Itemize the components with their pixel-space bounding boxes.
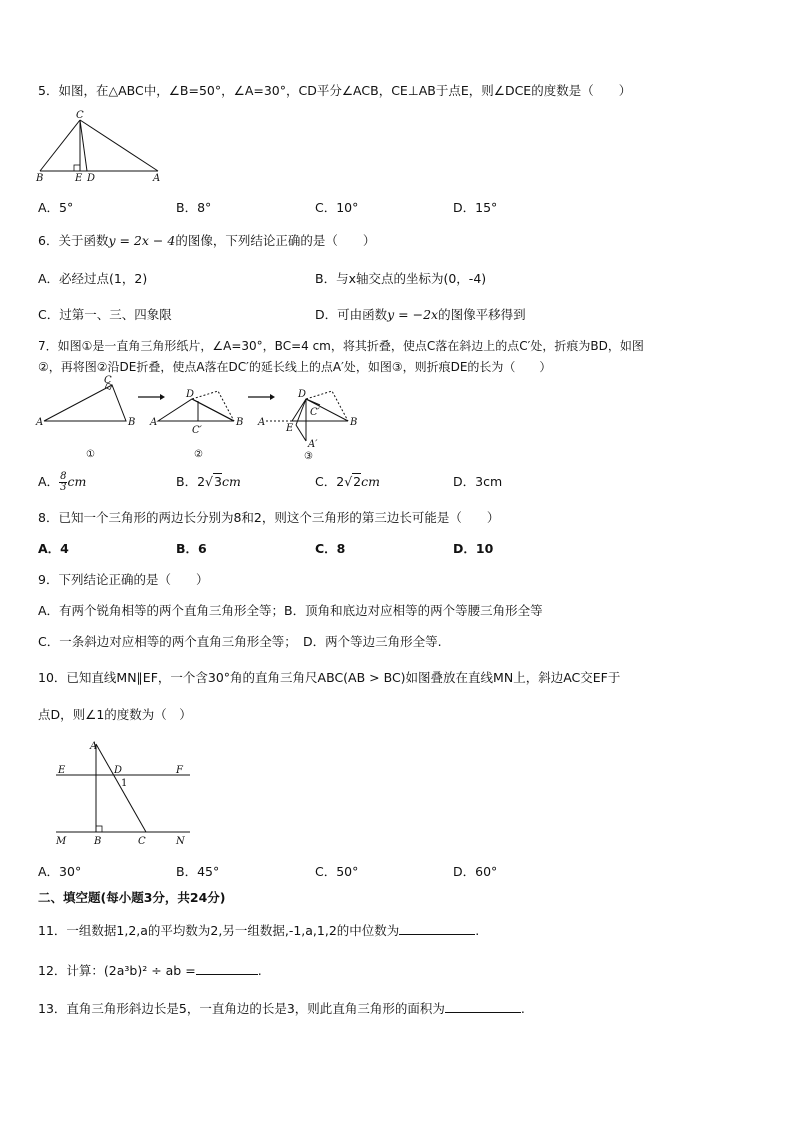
q7-fig3-label-cp: C′ xyxy=(310,407,320,418)
q10-label-1: 1 xyxy=(121,778,128,789)
q9-stem: 9．下列结论正确的是（ ） xyxy=(38,572,209,587)
q9-options-line2: C．一条斜边对应相等的两个直角三角形全等； D．两个等边三角形全等. xyxy=(38,634,442,649)
q6-stem xyxy=(38,233,375,249)
q7-option-b-pre: B．2 xyxy=(176,474,206,489)
q10-label-d: D xyxy=(114,765,123,776)
q7-option-c-unit: cm xyxy=(361,474,380,489)
q12-answer-blank[interactable] xyxy=(196,962,258,975)
q7-option-a xyxy=(38,472,86,493)
q10-stem-line1: 10．已知直线MN∥EF，一个含30°角的直角三角尺ABC(AB > BC)如图叠放在直线MN上，斜边AC交EF于 xyxy=(38,670,621,685)
q10-option-b: B．45° xyxy=(176,864,220,879)
q13-text: 13．直角三角形斜边长是5，一直角边的长是3，则此直角三角形的面积为 xyxy=(38,1001,445,1016)
q8-option-b: B．6 xyxy=(176,541,207,556)
q7-fig2-label-cp: C′ xyxy=(192,425,202,436)
q7-fig3-label-a: A xyxy=(258,417,266,428)
q5-option-d: D．15° xyxy=(453,200,498,215)
q7-option-a-pre: A． xyxy=(38,474,60,489)
q7-fig2-label-a: A xyxy=(150,417,158,428)
q7-fig-num-1: ① xyxy=(86,449,95,460)
q7-fig1-label-b: B xyxy=(128,417,136,428)
q10-stem-line2: 点D，则∠1的度数为（ ） xyxy=(38,707,192,722)
q5-label-a: A xyxy=(153,173,161,184)
q5-stem: 5．如图，在△ABC中，∠B=50°，∠A=30°，CD平分∠ACB，CE⊥AB于点E，则∠DCE的度数是（ ） xyxy=(38,83,632,98)
q8-stem: 8．已知一个三角形的两边长分别为8和2，则这个三角形的第三边长可能是（ ） xyxy=(38,510,500,525)
q10-label-b: B xyxy=(94,836,102,847)
q7-option-b xyxy=(176,474,241,490)
q10-option-d: D．60° xyxy=(453,864,498,879)
q11-end: . xyxy=(475,923,480,938)
q7-option-b-radicand: 3 xyxy=(214,474,222,489)
q6-stem-formula: y = 2x − 4 xyxy=(108,233,176,248)
q7-fig3-label-d: D xyxy=(298,389,307,400)
q10-option-a: A．30° xyxy=(38,864,82,879)
q5-figure xyxy=(34,108,164,184)
q6-stem-pre: 6．关于函数 xyxy=(38,233,109,248)
q10-label-a: A xyxy=(90,741,98,752)
q13 xyxy=(38,1000,525,1017)
q7-stem-line2: ②，再将图②沿DE折叠，使点A落在DC′的延长线上的点A′处，如图③，则折痕DE的长为（ ） xyxy=(38,360,552,374)
q7-figure xyxy=(34,373,364,461)
q7-stem-line1: 7．如图①是一直角三角形纸片，∠A=30°，BC=4 cm，将其折叠，使点C落在斜边上的点C′处，折痕为BD，如图 xyxy=(38,339,644,353)
q13-end: . xyxy=(520,1001,525,1016)
q5-option-a: A．5° xyxy=(38,200,74,215)
q11-answer-blank[interactable] xyxy=(399,922,475,935)
q12-text: 12．计算：(2a³b)² ÷ ab = xyxy=(38,963,196,978)
q6-option-d-formula: y = −2x xyxy=(387,307,439,322)
q10-label-e: E xyxy=(58,765,66,776)
q12 xyxy=(38,962,262,979)
q7-fig3-label-ap: A′ xyxy=(308,439,318,450)
q6-option-d-pre: D．可由函数 xyxy=(315,307,388,322)
q11 xyxy=(38,922,479,939)
q8-option-d: D．10 xyxy=(453,541,494,556)
q6-option-b: B．与x轴交点的坐标为(0，-4) xyxy=(315,271,487,286)
q5-option-b: B．8° xyxy=(176,200,212,215)
q7-option-b-unit: cm xyxy=(221,474,241,489)
q9-options-line1: A．有两个锐角相等的两个直角三角形全等；B．顶角和底边对应相等的两个等腰三角形全等 xyxy=(38,603,543,618)
q7-option-d: D．3cm xyxy=(453,474,503,489)
q5-label-c: C xyxy=(76,110,84,121)
q6-option-c: C．过第一、三、四象限 xyxy=(38,307,172,322)
q10-label-f: F xyxy=(176,765,183,776)
q10-figure xyxy=(50,738,196,850)
q10-label-c: C xyxy=(138,836,146,847)
q5-label-d: D xyxy=(87,173,96,184)
q7-fig2-label-d: D xyxy=(186,389,195,400)
q10-label-m: M xyxy=(56,836,67,847)
q10-label-n: N xyxy=(176,836,185,847)
q5-label-b: B xyxy=(36,173,44,184)
q7-option-a-den: 3 xyxy=(60,482,67,493)
q6-option-d-post: 的图像平移得到 xyxy=(438,307,526,322)
q7-option-b-sqrt-sign: √ xyxy=(205,474,213,489)
q7-fig-num-2: ② xyxy=(194,449,203,460)
q7-option-c-sqrt-sign: √ xyxy=(344,474,353,489)
q6-option-d xyxy=(315,307,526,323)
q7-fig2-label-b: B xyxy=(236,417,244,428)
q12-end: . xyxy=(257,963,262,978)
q7-option-c xyxy=(315,474,380,490)
q7-option-a-num: 8 xyxy=(60,471,67,482)
q7-fig1-label-c: C xyxy=(104,375,112,386)
q6-stem-post: 的图像，下列结论正确的是（ ） xyxy=(175,233,376,248)
section2-heading: 二、填空题(每小题3分，共24分) xyxy=(38,890,226,905)
q10-option-c: C．50° xyxy=(315,864,359,879)
q7-option-c-pre: C．2 xyxy=(315,474,345,489)
q7-fig3-label-b: B xyxy=(350,417,358,428)
q7-option-a-unit: cm xyxy=(67,474,87,489)
q7-fig1-label-a: A xyxy=(36,417,44,428)
q8-option-c: C．8 xyxy=(315,541,346,556)
q5-label-e: E xyxy=(75,173,83,184)
q7-fig-num-3: ③ xyxy=(304,451,313,461)
q11-text: 11．一组数据1,2,a的平均数为2,另一组数据,-1,a,1,2的中位数为 xyxy=(38,923,400,938)
q7-fig3-label-e: E xyxy=(286,423,294,434)
q8-option-a: A．4 xyxy=(38,541,69,556)
q13-answer-blank[interactable] xyxy=(445,1000,521,1013)
q5-option-c: C．10° xyxy=(315,200,359,215)
q6-option-a: A．必经过点(1，2) xyxy=(38,271,148,286)
q7-option-c-radicand: 2 xyxy=(353,474,362,489)
